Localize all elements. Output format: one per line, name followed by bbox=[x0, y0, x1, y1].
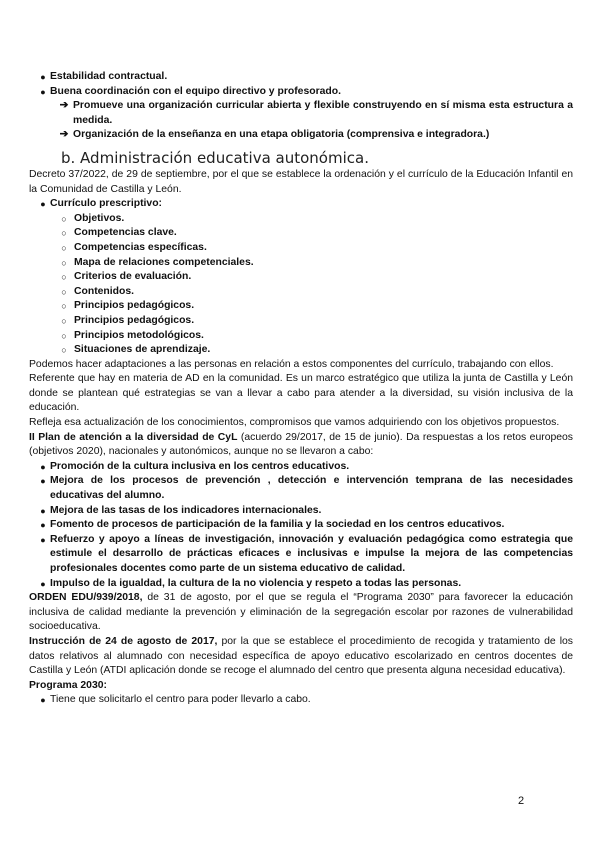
list-item-text: Promoción de la cultura inclusiva en los centros educativos. bbox=[50, 460, 350, 472]
list-item bbox=[55, 128, 573, 143]
bullet-icon: ● bbox=[40, 578, 46, 589]
bullet-icon: ● bbox=[40, 199, 46, 210]
list-item bbox=[54, 256, 573, 271]
list-item-text: Criterios de evaluación. bbox=[74, 271, 192, 283]
circle-bullet-icon: ○ bbox=[61, 228, 67, 239]
list-item-text: Refuerzo y apoyo a líneas de investigación, innovación y evaluación pedagógica como estrategia que estimule el desarrollo de prácticas eficaces e inclusivas e impulse la mejora de las competencias profesionales docentes como parte de un sistema educativo de calidad. bbox=[50, 533, 573, 574]
list-item bbox=[36, 197, 573, 212]
refleja-paragraph: Refleja esa actualización de los conocimientos, compromisos que vamos adquiriendo con los objetivos propuestos. bbox=[29, 417, 560, 429]
list-item-text: Impulso de la igualdad, la cultura de la no violencia y respeto a todas las personas. bbox=[50, 577, 462, 589]
list-item-text: Situaciones de aprendizaje. bbox=[74, 344, 211, 356]
plan-title: II Plan de atención a la diversidad de CyL bbox=[29, 431, 238, 443]
list-item bbox=[54, 241, 573, 256]
curriculo-title: Currículo prescriptivo: bbox=[50, 198, 163, 210]
circle-bullet-icon: ○ bbox=[61, 345, 67, 356]
bullet-icon: ● bbox=[40, 86, 46, 97]
programa-title: Programa 2030: bbox=[29, 679, 107, 691]
arrow-right-icon: ➔ bbox=[59, 100, 69, 112]
list-item bbox=[54, 270, 573, 285]
list-item bbox=[54, 299, 573, 314]
list-item bbox=[36, 460, 573, 475]
programa-list bbox=[29, 693, 573, 708]
bullet-icon: ● bbox=[40, 505, 46, 516]
bullet-icon: ● bbox=[40, 534, 46, 545]
instruccion-paragraph bbox=[29, 635, 573, 679]
referente-paragraph: Referente que hay en materia de AD en la comunidad. Es un marco estratégico que utiliza la junta de Castilla y León donde se plantean qué estrategias se van a llevar a cabo para atender a la diversidad, su visión inclusiva de la educación. bbox=[29, 373, 573, 414]
list-item-text: Contenidos. bbox=[74, 285, 135, 297]
list-item bbox=[54, 314, 573, 329]
bullet-icon: ● bbox=[40, 520, 46, 531]
list-item-text: Mejora de las tasas de los indicadores internacionales. bbox=[50, 504, 322, 516]
list-item-text: Tiene que solicitarlo el centro para poder llevarlo a cabo. bbox=[50, 694, 311, 706]
list-item bbox=[36, 85, 573, 100]
list-item-text: Competencias específicas. bbox=[74, 241, 207, 253]
list-item-text: Competencias clave. bbox=[74, 227, 177, 239]
orden-title: ORDEN EDU/939/2018, bbox=[29, 592, 143, 604]
list-item-text: Objetivos. bbox=[74, 212, 125, 224]
section-heading: b. Administración educativa autonómica. bbox=[61, 148, 369, 167]
circle-bullet-icon: ○ bbox=[61, 272, 67, 283]
list-item-text: Principios pedagógicos. bbox=[74, 300, 195, 312]
list-item-text: Estabilidad contractual. bbox=[50, 71, 168, 82]
circle-bullet-icon: ○ bbox=[61, 286, 67, 297]
circle-bullet-icon: ○ bbox=[61, 315, 67, 326]
list-item-text: Organización de la enseñanza en una etapa obligatoria (comprensiva e integradora.) bbox=[73, 129, 490, 141]
list-item bbox=[54, 226, 573, 241]
list-item bbox=[36, 693, 573, 708]
bullet-icon: ● bbox=[40, 695, 46, 706]
list-item bbox=[36, 518, 573, 533]
circle-bullet-icon: ○ bbox=[61, 257, 67, 268]
list-item bbox=[54, 212, 573, 227]
list-item-text: Buena coordinación con el equipo directivo y profesorado. bbox=[50, 85, 341, 97]
list-item bbox=[54, 343, 573, 358]
curriculo-list bbox=[29, 212, 573, 358]
list-item bbox=[55, 99, 573, 128]
list-item bbox=[36, 70, 573, 85]
list-item-text: Principios pedagógicos. bbox=[74, 314, 195, 326]
circle-bullet-icon: ○ bbox=[61, 301, 67, 312]
plan-paragraph bbox=[29, 431, 573, 460]
orden-description: de 31 de agosto, por el que se regula el “Programa 2030” para favorecer la educación inclusiva de calidad mediante la prevención y eliminación de la segregación escolar por razones de vulnerabilidad socioeducativa. bbox=[29, 592, 573, 633]
instruccion-description: por la que se establece el procedimiento de recogida y tratamiento de los datos relativos al alumnado con necesidad específica de apoyo educativo escolarizado en centros docentes de Castilla y León (ATDI aplicación donde se recoge el alumnado del centro que presenta alguna necesidad educativa). bbox=[29, 635, 573, 677]
list-item bbox=[54, 285, 573, 300]
list-item-text: Principios metodológicos. bbox=[74, 329, 204, 341]
list-item-text: Mejora de los procesos de prevención , detección e intervención temprana de las necesidades educativas del alumno. bbox=[50, 475, 573, 502]
decreto-paragraph: Decreto 37/2022, de 29 de septiembre, por el que se establece la ordenación y el currículo de la Educación Infantil en la Comunidad de Castilla y León. bbox=[29, 168, 573, 195]
page-number: 2 bbox=[518, 795, 525, 807]
circle-bullet-icon: ○ bbox=[61, 242, 67, 253]
list-item-text: Mapa de relaciones competenciales. bbox=[74, 256, 254, 268]
bullet-icon: ● bbox=[40, 461, 46, 472]
list-item bbox=[54, 329, 573, 344]
orden-paragraph bbox=[29, 591, 573, 635]
list-item bbox=[36, 533, 573, 577]
circle-bullet-icon: ○ bbox=[61, 213, 67, 224]
circle-bullet-icon: ○ bbox=[61, 330, 67, 341]
adaptaciones-paragraph: Podemos hacer adaptaciones a las personas en relación a estos componentes del currículo, trabajando con ellos. bbox=[29, 358, 554, 370]
list-item-text: Fomento de procesos de participación de la familia y la sociedad en los centros educativos. bbox=[50, 519, 505, 531]
list-item bbox=[36, 504, 573, 519]
page-content bbox=[29, 70, 573, 708]
bullet-icon: ● bbox=[40, 476, 46, 487]
plan-list bbox=[29, 460, 573, 591]
list-item bbox=[36, 474, 573, 503]
bullet-icon: ● bbox=[40, 72, 46, 82]
arrow-right-icon: ➔ bbox=[59, 129, 69, 141]
list-item-text: Promueve una organización curricular abierta y flexible construyendo en sí misma esta estructura a medida. bbox=[73, 100, 573, 126]
list-item bbox=[36, 577, 573, 592]
plan-description: (acuerdo 29/2017, de 15 de junio). Da respuestas a los retos europeos (objetivos 2020), nacionales y autonómicos, aunque no se llevaron a cabo: bbox=[29, 431, 573, 458]
instruccion-title: Instrucción de 24 de agosto de 2017, bbox=[29, 635, 218, 647]
